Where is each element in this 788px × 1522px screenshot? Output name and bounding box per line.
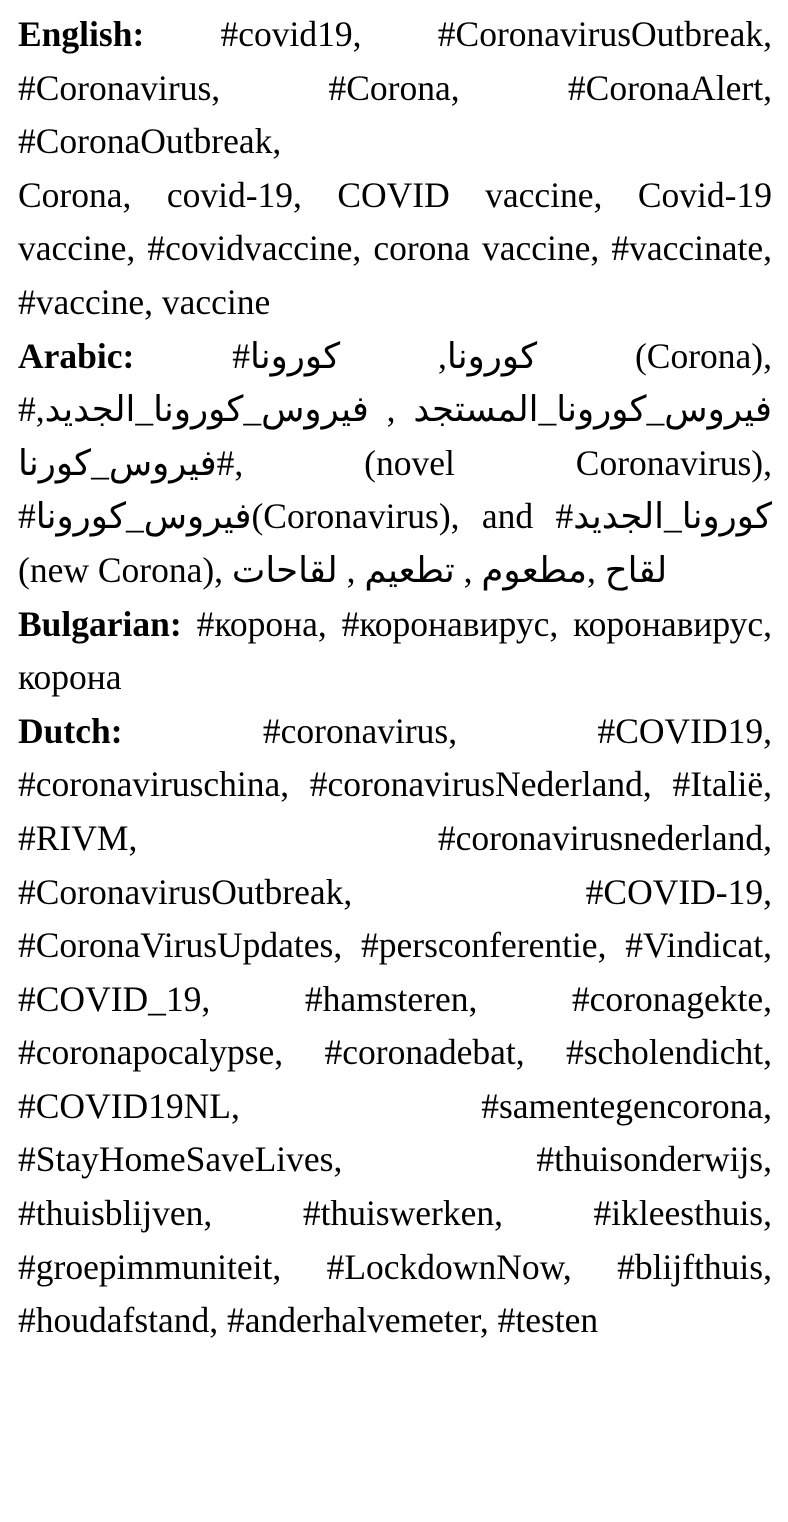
language-label-bulgarian: Bulgarian:	[18, 603, 182, 644]
english-entry-continued	[18, 169, 772, 330]
arabic-entry	[18, 330, 772, 598]
bulgarian-keywords: #корона, #коронавирус, коронавирус, корона	[18, 603, 773, 698]
english-entry	[18, 8, 772, 169]
language-label-arabic: Arabic:	[18, 335, 135, 376]
dutch-entry	[18, 705, 772, 1348]
english-keywords: #covid19, #CoronavirusOutbreak, #Coronavirus, #Corona, #CoronaAlert, #CoronaOutbreak,	[18, 14, 772, 162]
arabic-keywords: #كورونا, كورونا (Corona), #فيروس_كورونا_المستجد , فيروس_كورونا_الجديد, #فيروس_كورنا, (novel Coronavirus), #فيروس_كورونا(Coronavirus), and #كورونا_الجديد (new Corona), لقاح ,مطعوم , تطعيم , لقاحات	[18, 335, 772, 590]
language-label-dutch: Dutch:	[18, 710, 123, 751]
english-keywords-continued: Corona, covid-19, COVID vaccine, Covid-19 vaccine, #covidvaccine, corona vaccine, #vaccinate, #vaccine, vaccine	[18, 174, 772, 322]
dutch-keywords: #coronavirus, #COVID19, #coronaviruschina, #coronavirusNederland, #Italië, #RIVM, #coronavirusnederland, #CoronavirusOutbreak, #COVID-19, #CoronaVirusUpdates, #persconferentie, #Vindicat, #COVID_19, #hamsteren, #coronagekte, #coronapocalypse, #coronadebat, #scholendicht, #COVID19NL, #samentegencorona, #StayHomeSaveLives, #thuisonderwijs, #thuisblijven, #thuiswerken, #ikleesthuis, #groepimmuniteit, #LockdownNow, #blijfthuis, #houdafstand, #anderhalvemeter, #testen	[18, 710, 772, 1341]
language-label-english: English:	[18, 14, 145, 54]
bulgarian-entry	[18, 598, 772, 705]
